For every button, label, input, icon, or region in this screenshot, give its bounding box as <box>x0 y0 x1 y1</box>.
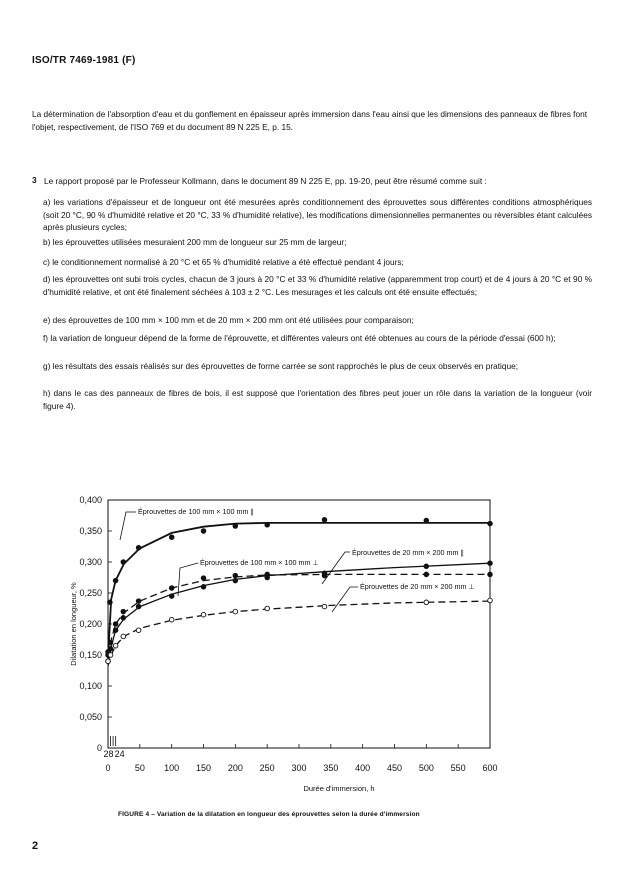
series-2-point <box>113 622 118 627</box>
y-tick-label: 0,100 <box>79 681 102 691</box>
x-extra-tick-label: 28 <box>103 749 114 759</box>
series-1-point <box>265 523 270 528</box>
series-2-point <box>201 576 206 581</box>
y-tick-label: 0,050 <box>79 712 102 722</box>
series-4-point <box>121 634 126 639</box>
series-1-point <box>201 529 206 534</box>
series-4-point <box>322 604 327 609</box>
x-tick-label: 350 <box>323 763 339 773</box>
y-tick-label: 0,200 <box>79 619 102 629</box>
section-number: 3 <box>32 175 37 185</box>
series-1-point <box>136 545 141 550</box>
series-1-point <box>113 578 118 583</box>
series-2-point <box>233 573 238 578</box>
series-4-point <box>488 598 493 603</box>
series-1-point <box>108 600 113 605</box>
series-3-point <box>113 628 118 633</box>
series-4-point <box>106 659 111 664</box>
y-tick-label: 0,350 <box>79 526 102 536</box>
series-4-label: Éprouvettes de 20 mm × 200 mm ⊥ <box>360 582 475 591</box>
series-3-label: Éprouvettes de 20 mm × 200 mm ∥ <box>352 548 465 557</box>
series-4-point <box>201 612 206 617</box>
list-item-h: h) dans le cas des panneaux de fibres de bois, il est supposé que l'orientation des fibres peut jouer un rôle dans la variation de la longueur (voir figure 4). <box>43 388 592 411</box>
plot-frame <box>108 500 490 748</box>
series-2-point <box>169 586 174 591</box>
list-item-d: d) les éprouvettes ont subi trois cycles, chacun de 3 jours à 20 °C et 33 % d'humidité relative (apparemment trop court) et de 4 jours à 20 °C et 90 % d'humidité relative, et ont été finalement séchées à 103 ± 2 °C. Les mesurages et les calculs ont été ensuite effectués; <box>43 274 592 297</box>
section-lead: Le rapport proposé par le Professeur Kollmann, dans le document 89 N 225 E, pp. 19-20, peut être résumé comme suit : <box>44 176 487 186</box>
series-3-point <box>424 564 429 569</box>
list-item-e: e) des éprouvettes de 100 mm × 100 mm et de 20 mm × 200 mm ont été utilisées pour comparaison; <box>43 315 414 325</box>
series-2-label: Éprouvettes de 100 mm × 100 mm ⊥ <box>200 558 319 567</box>
x-tick-label: 550 <box>450 763 466 773</box>
series-3-point <box>136 604 141 609</box>
series-4-point <box>424 600 429 605</box>
y-tick-label: 0 <box>96 743 102 753</box>
series-1-leader-line <box>120 512 136 540</box>
x-tick-label: 100 <box>164 763 180 773</box>
series-4-point <box>136 628 141 633</box>
series-line-4 <box>108 601 490 665</box>
x-tick-label: 450 <box>386 763 403 773</box>
series-3-point <box>233 578 238 583</box>
series-2-point <box>136 599 141 604</box>
list-item-g: g) les résultats des essais réalisés sur des éprouvettes de forme carrée se sont rapprochés le plus de ceux observés en pratique; <box>43 361 519 371</box>
y-axis-label: Dilatation en longueur, % <box>69 582 78 666</box>
series-4-point <box>113 643 118 648</box>
document-id: ISO/TR 7469-1981 (F) <box>32 55 136 66</box>
x-extra-tick-label: 24 <box>114 749 125 759</box>
series-3-point <box>488 561 493 566</box>
x-tick-label: 250 <box>259 763 275 773</box>
intro-paragraph: La détermination de l'absorption d'eau et du gonflement en épaisseur après immersion dans l'eau ainsi que les dimensions des panneaux de fibres font l'objet, respectivement, de l'ISO 769 et du document 89 N 225 E, p. 15. <box>32 109 588 132</box>
series-4-point <box>265 606 270 611</box>
series-1-point <box>169 535 174 540</box>
list-item-f: f) la variation de longueur dépend de la forme de l'éprouvette, et différentes valeurs ont été obtenues au cours de la période d'essai (600 h); <box>43 333 556 343</box>
series-1-point <box>233 524 238 529</box>
series-1-point <box>322 518 327 523</box>
series-3-point <box>322 571 327 576</box>
y-tick-label: 0,400 <box>79 495 102 505</box>
series-1-point <box>488 521 493 526</box>
list-item-a: a) les variations d'épaisseur et de longueur ont été mesurées après conditionnement des éprouvettes sous différentes conditions atmosphériques (soit 20 °C, 90 % d'humidité relative et 20 °C, 33 % d'humidité relative), les modifications dimensionnelles permanentes ou réversibles étant calculées après plusieurs cycles; <box>43 197 592 232</box>
series-4-point <box>108 653 113 658</box>
series-3-leader-line <box>322 552 350 584</box>
x-tick-label: 50 <box>134 763 145 773</box>
y-tick-label: 0,150 <box>79 650 102 660</box>
x-tick-label: 300 <box>291 763 307 773</box>
y-tick-label: 0,300 <box>79 557 102 567</box>
x-tick-label: 600 <box>482 763 498 773</box>
series-3-point <box>169 594 174 599</box>
series-1-label: Éprouvettes de 100 mm × 100 mm ∥ <box>138 507 255 516</box>
series-2-point <box>424 572 429 577</box>
x-tick-label: 0 <box>105 763 111 773</box>
x-axis-label: Durée d'immersion, h <box>303 784 375 793</box>
x-tick-label: 150 <box>195 763 212 773</box>
series-line-3 <box>108 563 490 664</box>
figure-caption: FIGURE 4 – Variation de la dilatation en longueur des éprouvettes selon la durée d'immersion <box>118 811 420 818</box>
x-tick-label: 400 <box>355 763 371 773</box>
series-1-point <box>424 518 429 523</box>
x-tick-label: 200 <box>227 763 243 773</box>
page-number: 2 <box>32 840 39 852</box>
series-4-leader-line <box>332 587 358 612</box>
series-4-point <box>169 617 174 622</box>
series-2-point <box>488 572 493 577</box>
series-3-point <box>201 585 206 590</box>
list-item-b: b) les éprouvettes utilisées mesuraient 200 mm de longueur sur 25 mm de largeur; <box>43 237 347 247</box>
series-3-point <box>108 647 113 652</box>
series-2-point <box>121 609 126 614</box>
x-tick-label: 500 <box>418 763 434 773</box>
chart-svg <box>60 488 510 803</box>
series-3-point <box>265 575 270 580</box>
list-item-c: c) le conditionnement normalisé à 20 °C et 65 % d'humidité relative a été effectué pendant 4 jours; <box>43 257 404 267</box>
y-tick-label: 0,250 <box>79 588 102 598</box>
series-4-point <box>233 609 238 614</box>
series-1-point <box>121 560 126 565</box>
figure-4-chart <box>60 488 510 803</box>
series-3-point <box>121 616 126 621</box>
